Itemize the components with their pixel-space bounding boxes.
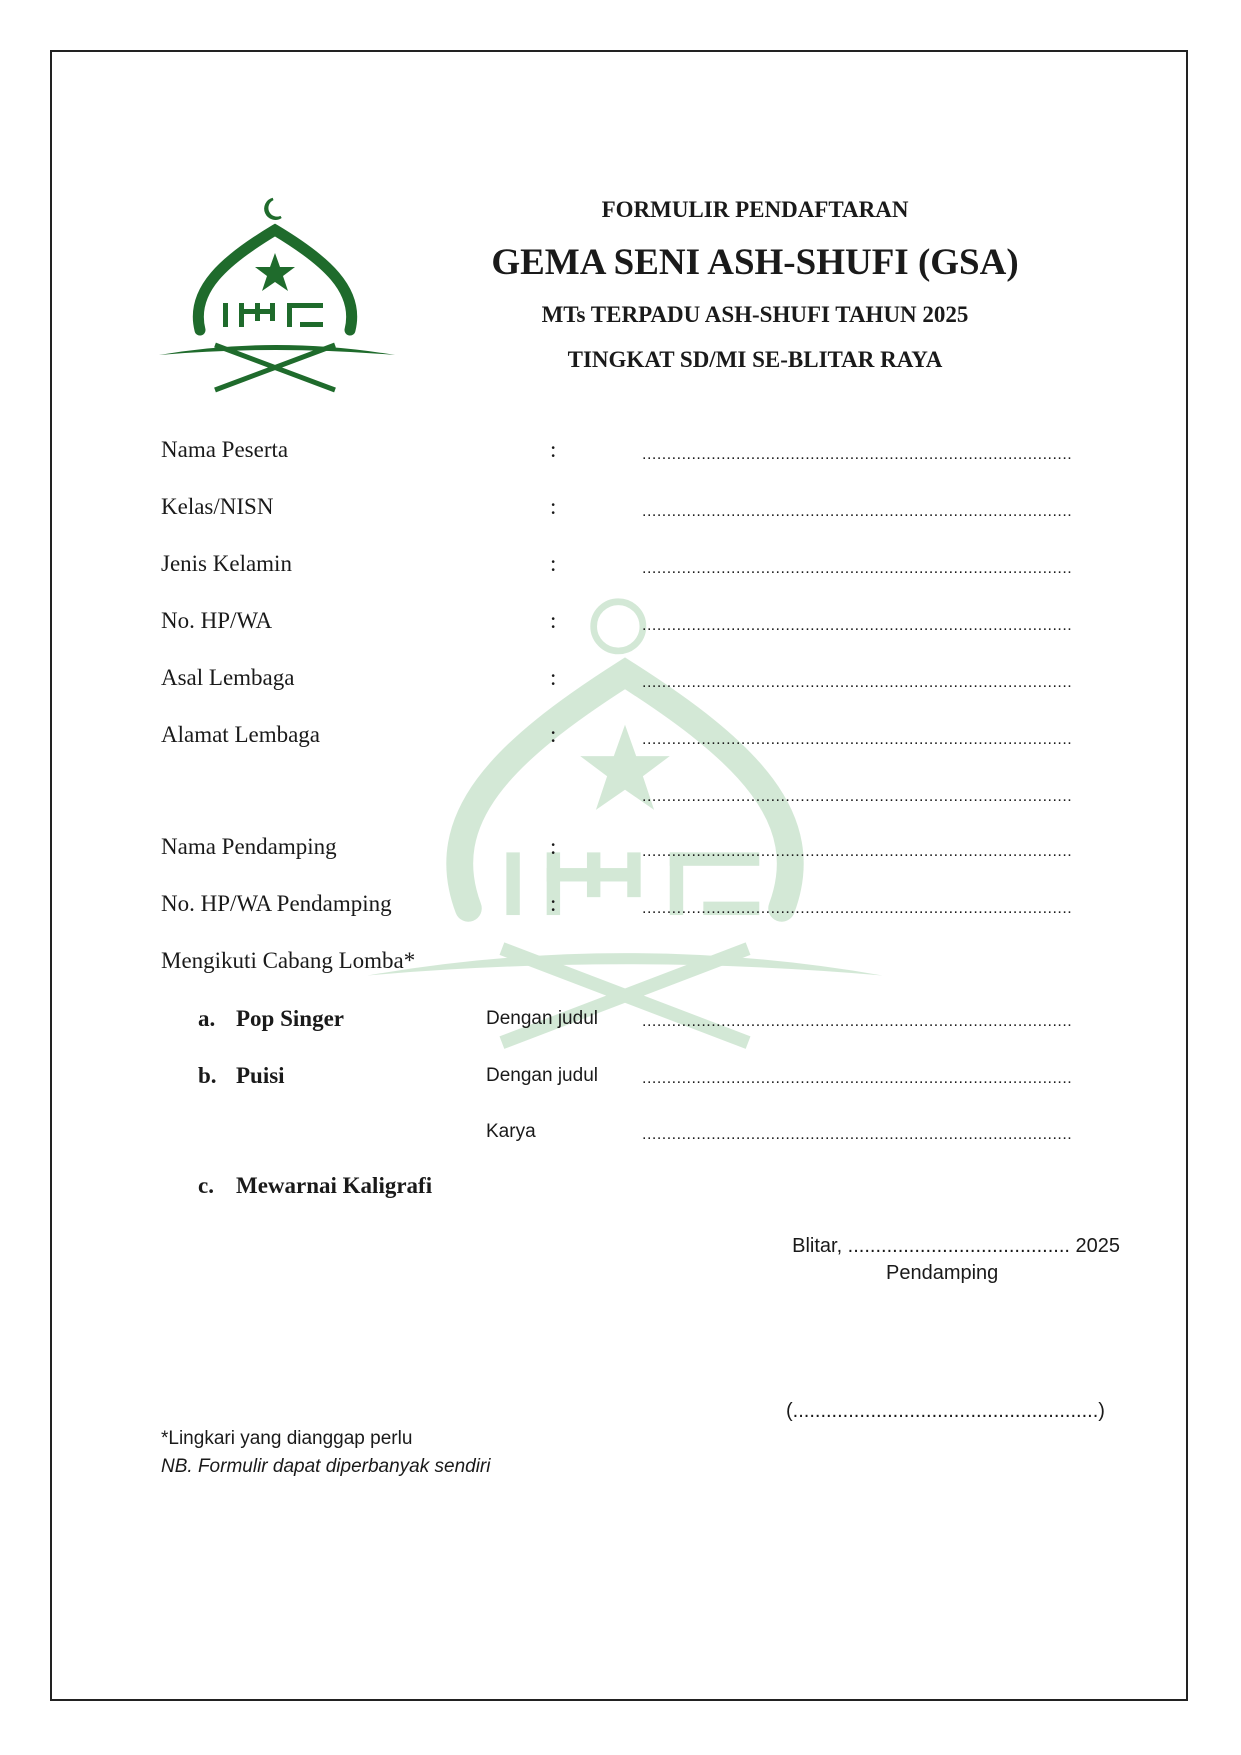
field-colon: : xyxy=(550,891,557,916)
option-line-row xyxy=(161,1117,1121,1153)
signature-role: Pendamping xyxy=(886,1262,999,1284)
field-label: Asal Lembaga xyxy=(161,665,295,690)
option-line-row xyxy=(161,1061,1121,1097)
fill-line[interactable]: ....................................................................................... xyxy=(642,900,1073,917)
field-colon: : xyxy=(550,722,557,747)
field-nama-pendamping xyxy=(161,834,1121,870)
page-title: GEMA SENI ASH-SHUFI (GSA) xyxy=(491,242,1019,283)
fill-line[interactable]: ....................................................................................... xyxy=(642,560,1073,577)
field-kelas-nisn xyxy=(161,494,1121,530)
field-label: Jenis Kelamin xyxy=(161,551,292,576)
field-asal-lembaga xyxy=(161,665,1121,701)
field-colon: : xyxy=(550,665,557,690)
field-label: Nama Peserta xyxy=(161,437,289,462)
field-label: Alamat Lembaga xyxy=(161,722,321,747)
fill-line[interactable]: ....................................................................................... xyxy=(642,1126,1073,1143)
signature-date: Blitar, ........................................ 2025 xyxy=(792,1235,1120,1257)
option-letter: c. xyxy=(198,1173,214,1198)
fill-line[interactable]: ....................................................................................... xyxy=(642,788,1073,805)
option-line-row xyxy=(161,1004,1121,1040)
fill-line[interactable]: ....................................................................................... xyxy=(642,617,1073,634)
option-mewarnai-kaligrafi[interactable]: Mewarnai Kaligrafi xyxy=(236,1173,433,1198)
field-colon: : xyxy=(550,834,557,859)
option-pop-singer[interactable]: Pop Singer xyxy=(236,1006,344,1031)
option-letter: b. xyxy=(198,1063,217,1088)
field-label: Kelas/NISN xyxy=(161,494,274,519)
branch-heading-row xyxy=(161,948,1121,984)
option-sub-label: Dengan judul xyxy=(486,1008,598,1029)
option-letter: a. xyxy=(198,1006,216,1031)
fill-line[interactable]: ....................................................................................... xyxy=(642,1013,1073,1030)
field-jenis-kelamin xyxy=(161,551,1121,587)
field-hp-pendamping xyxy=(161,891,1121,927)
fill-line[interactable]: ....................................................................................... xyxy=(642,843,1073,860)
field-colon: : xyxy=(550,551,557,576)
option-puisi[interactable]: Puisi xyxy=(236,1063,285,1088)
field-alamat-lembaga-cont xyxy=(161,779,1121,815)
field-label: Nama Pendamping xyxy=(161,834,337,859)
level-line: TINGKAT SD/MI SE-BLITAR RAYA xyxy=(567,347,943,372)
field-colon: : xyxy=(550,437,557,462)
fill-line[interactable]: ....................................................................................... xyxy=(642,674,1073,691)
field-colon: : xyxy=(550,608,557,633)
field-nama-peserta xyxy=(161,437,1121,473)
fill-line[interactable]: ....................................................................................... xyxy=(642,1070,1073,1087)
nb-note: NB. Formulir dapat diperbanyak sendiri xyxy=(161,1456,491,1477)
form-subtitle: FORMULIR PENDAFTARAN xyxy=(601,197,909,222)
fill-line[interactable]: ....................................................................................... xyxy=(642,731,1073,748)
field-alamat-lembaga xyxy=(161,722,1121,758)
field-no-hp-wa xyxy=(161,608,1121,644)
option-sub-label: Dengan judul xyxy=(486,1065,598,1086)
field-label: No. HP/WA Pendamping xyxy=(161,891,392,916)
fill-line[interactable]: ....................................................................................... xyxy=(642,446,1073,463)
organizer-line: MTs TERPADU ASH-SHUFI TAHUN 2025 xyxy=(541,302,969,327)
field-label: No. HP/WA xyxy=(161,608,273,633)
field-colon: : xyxy=(550,494,557,519)
mosque-dome-logo-icon xyxy=(155,195,405,405)
fill-line[interactable]: ....................................................................................... xyxy=(642,503,1073,520)
footnote: *Lingkari yang dianggap perlu xyxy=(161,1428,413,1449)
branch-heading: Mengikuti Cabang Lomba* xyxy=(161,948,416,973)
option-sub-label: Karya xyxy=(486,1121,536,1142)
signature-line[interactable]: (.......................................................) xyxy=(786,1400,1105,1422)
